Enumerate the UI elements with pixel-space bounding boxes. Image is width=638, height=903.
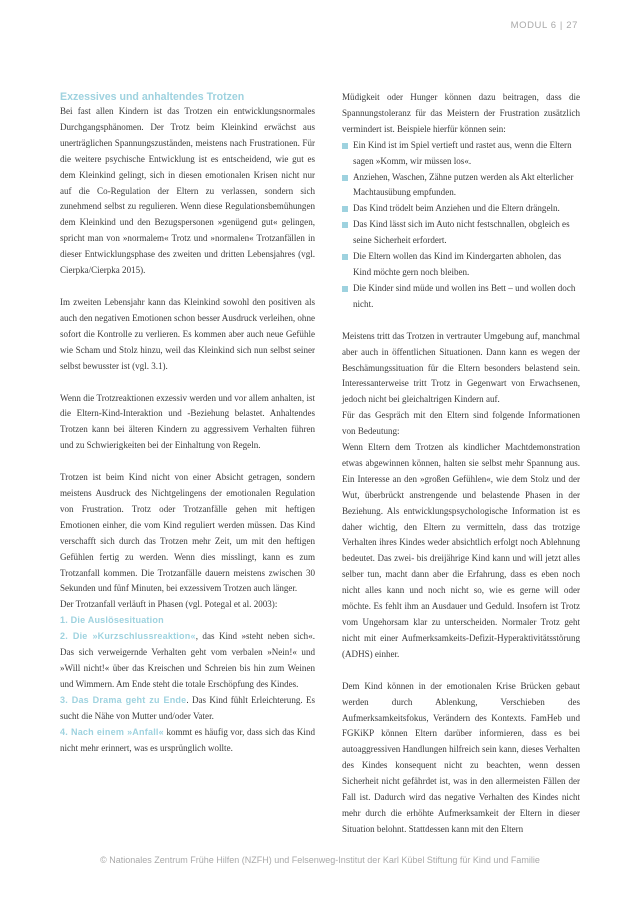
paragraph: Müdigkeit oder Hunger können dazu beitragen, dass die Spannungstoleranz für das Meistern der Frustration zusätzlich vermindert ist. Beispiele hierfür können sein: <box>342 92 580 134</box>
paragraph: Wenn Eltern dem Trotzen als kindlicher Machtdemonstration etwas abgewinnen können, halten sie selbst mehr Spannung aus. Ein Interesse an den »großen Gefühlen«, wie dem Stolz und der Wut, überbrückt anstrengende und belastende Phasen in der Beziehung. Als entwicklungspsychologische Information ist es daher wichtig, den Eltern zu vermitteln, dass das trotzige Verhalten ihres Kindes weder absichtlich erfolgt noch Ablehnung bedeutet. Das zwei- bis dreijährige Kind kann und will jetzt alles selber tun, macht dann aber die Erfahrung, dass es eben noch nicht alles kann und noch nicht so, wie es gerne will oder möchte. Es fehlt ihm an Ausdauer und Geduld. Insofern ist Trotz vom Ungehorsam klar zu unterscheiden. Normaler Trotz geht nicht mit einer Aufmerksamkeits-Defizit-Hyperaktivitätsstörung (ADHS) einher. <box>342 442 580 659</box>
footer-copyright: © Nationales Zentrum Frühe Hilfen (NZFH) und Felsenweg-Institut der Karl Kübel Stiftung für Kind und Familie <box>100 855 540 865</box>
phase-4-label: 4. Nach einem »Anfall« <box>60 726 164 737</box>
square-bullet-icon <box>342 175 348 181</box>
list-item: Anziehen, Waschen, Zähne putzen werden als Akt elterlicher Machtausübung empfunden. <box>342 170 580 202</box>
left-column <box>60 90 315 756</box>
square-bullet-icon <box>342 286 348 292</box>
right-column <box>342 90 580 838</box>
paragraph: Wenn die Trotzreaktionen exzessiv werden und vor allem anhalten, ist die Eltern-Kind-Interaktion und -Beziehung belastet. Anhaltendes Trotzen kann bei älteren Kindern zu aggressivem Verhalten führen und zu Schwierigkeiten bei der Einhaltung von Regeln. <box>60 392 315 451</box>
section-title: Exzessives und anhaltendes Trotzen <box>60 91 245 103</box>
paragraph: Der Trotzanfall verläuft in Phasen (vgl. Potegal et al. 2003): <box>60 599 278 610</box>
phase-4-text: kommt es häufig vor, dass sich das Kind nicht mehr erinnert, was es ursprünglich wollte. <box>60 726 315 753</box>
list-item: Das Kind lässt sich im Auto nicht festschnallen, obgleich es seine Sicherheit erfordert. <box>342 217 580 249</box>
list-item: Das Kind trödelt beim Anziehen und die Eltern drängeln. <box>342 201 580 217</box>
paragraph: Trotzen ist beim Kind nicht von einer Absicht getragen, sondern meistens Ausdruck des Nichtgelingens der emotionalen Regulation von Frustration. Trotz oder Trotzanfälle gehen mit heftigen Emotionen einher, die vom Kind reguliert werden müssen. Das Kind verschafft sich durch das Trotzen mehr Zeit, um mit den heftigen Gefühlen fertig zu werden. Wenn dies misslingt, kann es zum Trotzanfall kommen. Die Trotzanfälle dauern meistens zwischen 30 Sekunden und fünf Minuten, bei exzessivem Trotzen auch länger. <box>60 472 315 594</box>
paragraph: Für das Gespräch mit den Eltern sind folgende Informationen von Bedeutung: <box>342 410 580 437</box>
paragraph: Dem Kind können in der emotionalen Krise Brücken gebaut werden durch Ablenkung, Verschieben des Aufmerksamkeitsfokus, Verändern des Kontexts. FamHeb und FGKiKP können Eltern darüber informieren, dass es bei autoaggressiven Handlungen hilfreich sein kann, dieses Verhalten des Kindes konsequent nicht zu beachten, wenn dessen Sicherheit nicht gefährdet ist, was in den allermeisten Fällen der Fall ist. Dadurch wird das negative Verhalten des Kindes nicht mehr durch die erhöhte Aufmerksamkeit der Eltern in dieser Situation belohnt. Stattdessen kann mit den Eltern <box>342 680 580 834</box>
module-page-number: MODUL 6 | 27 <box>510 20 578 31</box>
square-bullet-icon <box>342 254 348 260</box>
square-bullet-icon <box>342 222 348 228</box>
square-bullet-icon <box>342 143 348 149</box>
paragraph: Im zweiten Lebensjahr kann das Kleinkind sowohl den positiven als auch den negativen Emotionen schon besser Ausdruck verleihen, ohne sofort die Kontrolle zu verlieren. Es kommen aber auch neue Gefühle wie Scham und Stolz hinzu, weil das Kleinkind sich nun selbst seiner selbst bewusster ist (vgl. 3.1). <box>60 296 315 371</box>
phase-1-label: 1. Die Auslösesituation <box>60 615 164 626</box>
phase-2 <box>60 629 315 693</box>
example-list <box>342 138 580 313</box>
list-item: Die Kinder sind müde und wollen ins Bett – und wollen doch nicht. <box>342 281 580 313</box>
phase-3 <box>60 693 315 725</box>
list-item: Die Eltern wollen das Kind im Kindergarten abholen, das Kind möchte gern noch bleiben. <box>342 249 580 281</box>
phase-2-label: 2. Die »Kurzschlussreaktion« <box>60 631 196 642</box>
paragraph: Bei fast allen Kindern ist das Trotzen ein entwicklungsnormales Durchgangsphänomen. Der Trotz beim Kleinkind erwächst aus unerträglichen Spannungszuständen, meistens nach Frustrationen. Für die weitere psychische Entwicklung ist es entscheidend, wie gut es dem Kleinkind gelingt, sich in diesen emotionalen Krisen nicht nur auf die Co-Regulation der Eltern zu verlassen, sondern sich zunehmend selbst zu regulieren. Wenn diese Regulationsbemühungen dem Kleinkind und den Bezugspersonen »genügend gut« gelingen, spricht man von »normalem« Trotz und »normalen« Trotzanfällen in dieser Entwicklungsphase des zweiten und dritten Lebensjahres (vgl. Cierpka/Cierpka 2015). <box>60 106 315 276</box>
phase-3-text: . Das Kind fühlt Erleichterung. Es sucht die Nähe von Mutter und/oder Vater. <box>60 694 315 721</box>
phase-4 <box>60 725 315 757</box>
paragraph: Meistens tritt das Trotzen in vertrauter Umgebung auf, manchmal aber auch in öffentlichen Situationen. Dann kann es wegen der Beschämungssituation für die Eltern besonders belastend sein. Interessanterweise tritt Trotz in Gegenwart von Erwachsenen, jedoch nicht bei gleichaltrigen Kindern auf. <box>342 330 580 405</box>
phase-2-text: , das Kind »steht neben sich«. Das sich verweigernde Verhalten geht vom verbalen »Nein!« und »Will nicht!« über das Kreischen und Schreien bis hin zum Weinen und Wimmern. Am Ende steht die totale Erschöpfung des Kindes. <box>60 631 315 689</box>
phase-3-label: 3. Das Drama geht zu Ende <box>60 694 187 705</box>
square-bullet-icon <box>342 206 348 212</box>
list-item: Ein Kind ist im Spiel vertieft und rastet aus, wenn die Eltern sagen »Komm, wir müssen los«. <box>342 138 580 170</box>
phase-1 <box>60 613 315 629</box>
